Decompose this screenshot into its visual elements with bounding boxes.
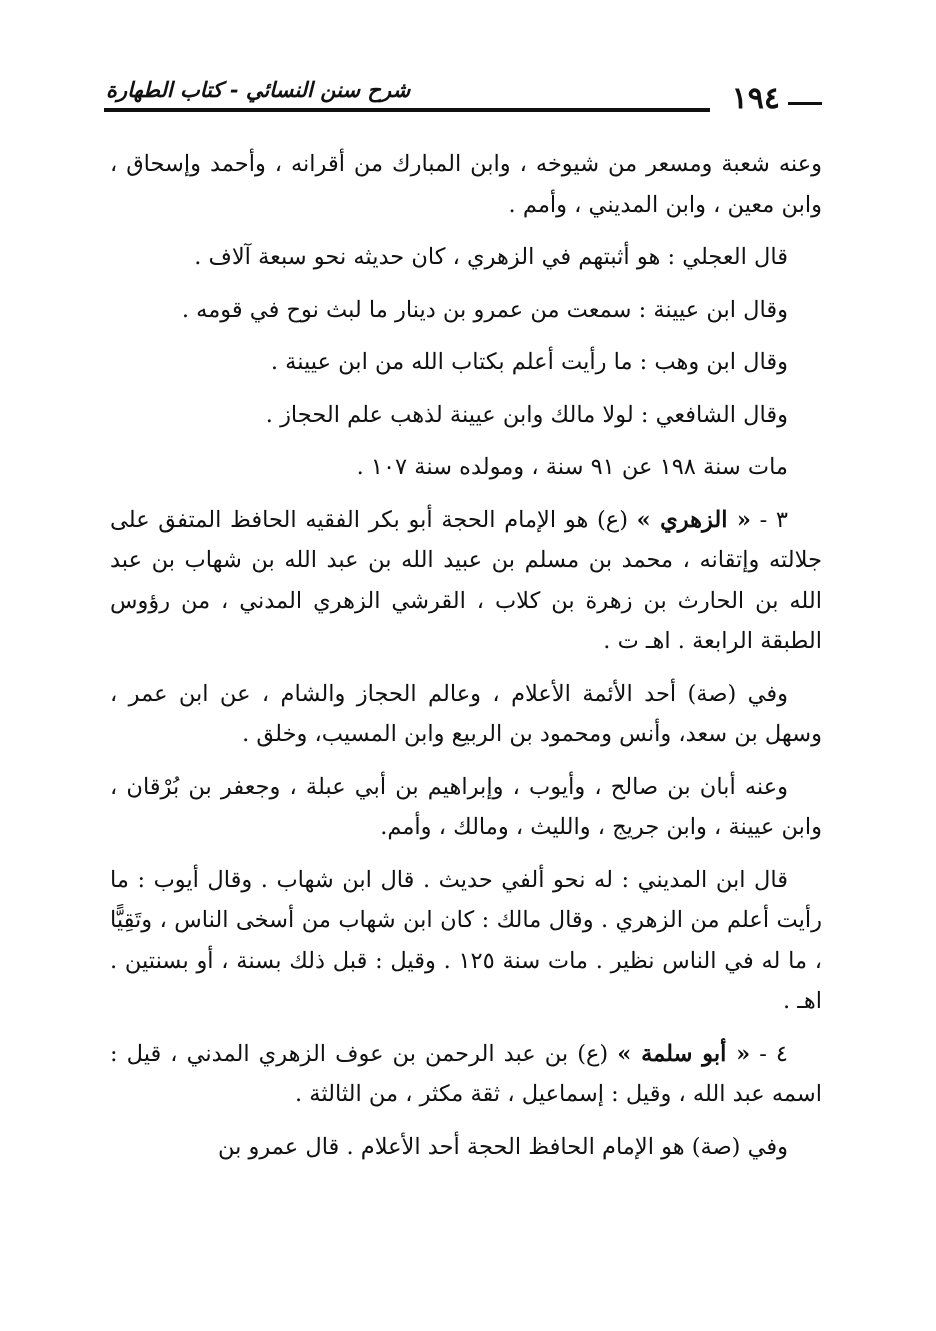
paragraph: وقال ابن عيينة : سمعت من عمرو بن دينار ما لبث نوح في قومه . <box>181 296 788 323</box>
page-number: ١٩٤ <box>731 81 780 116</box>
narrator-name: « أبو سلمة » <box>617 1040 751 1067</box>
paragraph: وعنه شعبة ومسعر من شيوخه ، وابن المبارك من أقرانه ، وأحمد وإسحاق ، وابن معين ، وابن المديني ، وأمم . <box>110 151 822 218</box>
entry-number: ٤ - <box>750 1040 788 1067</box>
entry-text: (ع) بن عبد الرحمن بن عوف الزهري المدني ، قيل : اسمه عبد الله ، وقيل : إسماعيل ، ثقة مكثر ، من الثالثة . <box>110 1040 822 1107</box>
body-text <box>110 144 822 1179</box>
page-header <box>100 78 822 124</box>
paragraph: مات سنة ١٩٨ عن ٩١ سنة ، ومولده سنة ١٠٧ . <box>356 454 788 480</box>
paragraph-narrator-entry <box>110 500 822 662</box>
paragraph: وقال ابن وهب : ما رأيت أعلم بكتاب الله من ابن عيينة . <box>270 349 788 375</box>
paragraph: وفي (صة) هو الإمام الحافظ الحجة أحد الأعلام . قال عمرو بن <box>217 1133 788 1160</box>
narrator-name: « الزهري » <box>636 506 751 533</box>
entry-text: (ع) هو الإمام الحجة أبو بكر الفقيه الحافظ المتفق على جلالته وإتقانه ، محمد بن مسلم بن عبيد الله بن عبد الله بن شهاب بن عبد الله بن الحارث بن زهرة بن كلاب ، القرشي الزهري المدني ، من رؤوس الطبقة الرابعة . اهـ ت . <box>110 506 822 654</box>
paragraph: قال ابن المديني : له نحو ألفي حديث . قال ابن شهاب . وقال أيوب : ما رأيت أعلم من الزهري . وقال مالك : كان ابن شهاب من أسخى الناس ، وتَقِيًّا ، ما له في الناس نظير . مات سنة ١٢٥ . وقيل : قبل ذلك بسنة ، أو بسنتين . اهـ . <box>110 866 822 1014</box>
header-rule <box>104 108 710 112</box>
paragraph-narrator-entry <box>110 1034 822 1115</box>
entry-number: ٣ - <box>750 506 788 533</box>
paragraph: وفي (صة) أحد الأئمة الأعلام ، وعالم الحجاز والشام ، عن ابن عمر ، وسهل بن سعد، وأنس ومحمود بن الربيع وابن المسيب، وخلق . <box>110 680 822 747</box>
paragraph: قال العجلي : هو أثبتهم في الزهري ، كان حديثه نحو سبعة آلاف . <box>194 244 788 270</box>
paragraph: وعنه أبان بن صالح ، وأيوب ، وإبراهيم بن أبي عبلة ، وجعفر بن بُرْقان ، وابن عيينة ، وابن جريج ، والليث ، ومالك ، وأمم. <box>110 773 822 840</box>
running-title: شرح سنن النسائي - كتاب الطهارة <box>106 77 411 102</box>
paragraph: وقال الشافعي : لولا مالك وابن عيينة لذهب علم الحجاز . <box>265 401 788 428</box>
page-number-dash <box>788 102 822 105</box>
